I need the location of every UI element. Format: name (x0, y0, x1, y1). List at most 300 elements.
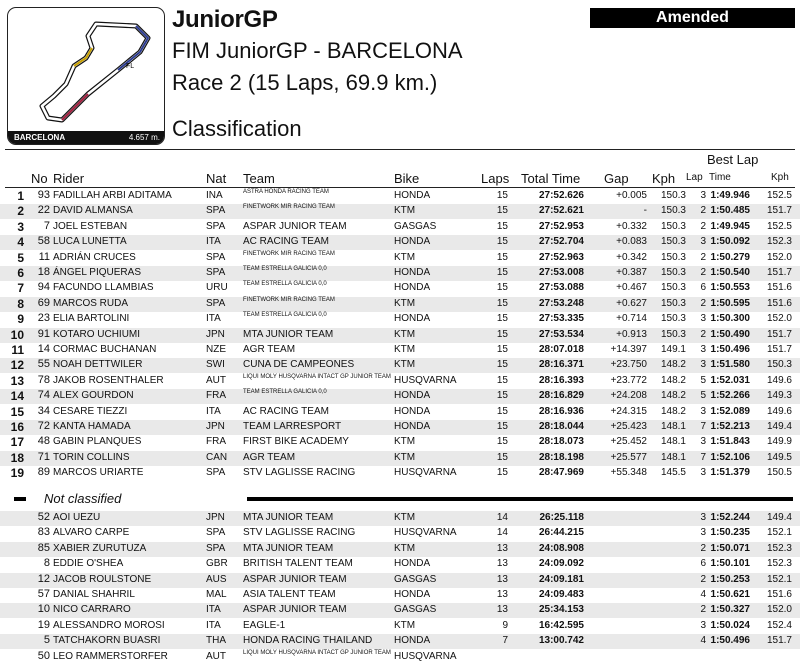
bike-cell: KTM (394, 205, 416, 217)
table-row (0, 220, 800, 235)
nationality-cell: AUS (206, 573, 227, 585)
best-lap-time-cell: 1:52.031 (710, 374, 750, 386)
laps-cell: 13 (496, 573, 508, 585)
document-title: Classification (172, 116, 302, 141)
best-lap-time-cell: 1:50.092 (710, 236, 750, 248)
laps-cell: 9 (502, 619, 508, 631)
table-row (0, 420, 800, 435)
team-cell: MTA JUNIOR TEAM (243, 328, 334, 340)
gap-cell: +0.387 (616, 267, 647, 278)
bike-cell: GASGAS (394, 604, 437, 616)
position-cell: 18 (10, 450, 24, 465)
nationality-cell: FRA (206, 390, 226, 402)
best-lap-number-cell: 2 (700, 297, 706, 309)
best-lap-time-cell: 1:50.235 (710, 527, 750, 539)
position-cell: 14 (10, 389, 24, 404)
rider-number-cell: 52 (37, 511, 50, 523)
rider-name-cell: FACUNDO LLAMBIAS (53, 282, 154, 294)
table-row (0, 526, 800, 541)
table-row (0, 281, 800, 296)
laps-cell: 13 (496, 604, 508, 616)
track-info-bar (8, 131, 164, 144)
laps-cell: 15 (496, 390, 508, 402)
table-row (0, 312, 800, 327)
best-lap-time-cell: 1:52.244 (710, 512, 750, 523)
bike-cell: HUSQVARNA (394, 650, 457, 662)
position-cell: 3 (17, 219, 24, 234)
nationality-cell: MAL (206, 589, 227, 600)
table-row (0, 328, 800, 343)
best-lap-time-cell: 1:50.540 (710, 267, 750, 278)
circuit-layout-icon (8, 8, 164, 144)
best-lap-speed-cell: 151.7 (766, 344, 792, 355)
status-badge: Amended (590, 8, 795, 28)
best-lap-number-cell: 4 (700, 589, 706, 600)
bike-cell: KTM (394, 436, 416, 448)
rider-name-cell: MARCOS RUDA (53, 297, 129, 309)
nationality-cell: ITA (206, 619, 221, 631)
rider-name-cell: CORMAC BUCHANAN (53, 344, 157, 355)
rider-name-cell: GABIN PLANQUES (53, 436, 142, 448)
rider-name-cell: TATCHAKORN BUASRI (53, 635, 161, 647)
laps-cell: 15 (496, 282, 508, 294)
team-cell: MTA JUNIOR TEAM (243, 512, 334, 523)
gap-cell: +0.627 (616, 297, 647, 309)
rider-name-cell: EDDIE O'SHEA (53, 558, 124, 570)
laps-cell: 13 (496, 589, 508, 600)
rider-number-cell: 85 (37, 541, 50, 554)
best-lap-speed-cell: 152.0 (766, 313, 792, 325)
total-time-cell: 28:16.393 (538, 374, 584, 386)
rider-number-cell: 50 (37, 649, 50, 662)
gap-cell: +0.005 (616, 190, 647, 201)
gap-cell: +25.452 (610, 436, 647, 448)
laps-cell: 15 (496, 344, 508, 355)
bike-cell: HONDA (394, 421, 431, 432)
rider-name-cell: DAVID ALMANSA (53, 205, 133, 217)
laps-cell: 15 (496, 313, 508, 325)
laps-cell: 15 (496, 467, 508, 479)
bike-cell: HUSQVARNA (394, 467, 457, 479)
best-lap-time-cell: 1:50.101 (710, 558, 750, 570)
bike-cell: KTM (394, 359, 416, 371)
team-cell: EAGLE-1 (243, 619, 286, 631)
rider-name-cell: ADRIÁN CRUCES (53, 251, 136, 263)
bike-cell: KTM (394, 251, 416, 263)
rider-number-cell: 34 (37, 404, 50, 417)
best-lap-speed-cell: 152.3 (766, 558, 792, 570)
bike-cell: KTM (394, 328, 416, 340)
position-cell: 17 (10, 435, 24, 450)
speed-cell: 150.3 (660, 205, 686, 217)
total-time-cell: 27:53.248 (538, 297, 584, 309)
finish-line-marker: FL (126, 63, 135, 70)
nationality-cell: SPA (206, 467, 226, 479)
speed-cell: 149.1 (660, 344, 686, 355)
rider-name-cell: CESARE TIEZZI (53, 405, 128, 417)
rider-number-cell: 19 (37, 618, 50, 631)
nationality-cell: ITA (206, 313, 221, 325)
bike-cell: HONDA (394, 282, 431, 294)
speed-cell: 150.3 (660, 190, 686, 201)
speed-cell: 150.3 (660, 236, 686, 248)
best-lap-time-cell: 1:51.379 (710, 467, 750, 479)
best-lap-speed-cell: 150.3 (766, 359, 792, 371)
col-header-team: Team (243, 171, 275, 186)
col-header-bike: Bike (394, 171, 420, 186)
rider-number-cell: 78 (37, 373, 50, 386)
laps-cell: 15 (496, 251, 508, 263)
total-time-cell: 28:47.969 (538, 467, 584, 479)
rider-number-cell: 48 (37, 435, 50, 448)
total-time-cell: 27:52.963 (538, 251, 584, 263)
position-cell: 2 (17, 204, 24, 219)
gap-cell: +0.342 (616, 251, 647, 263)
laps-cell: 15 (496, 205, 508, 217)
best-lap-number-cell: 5 (700, 374, 706, 386)
rider-number-cell: 71 (37, 450, 50, 463)
best-lap-speed-cell: 151.7 (766, 635, 792, 647)
total-time-cell: 24:09.483 (538, 589, 584, 600)
laps-cell: 7 (502, 635, 508, 647)
best-lap-time-cell: 1:52.213 (710, 421, 750, 432)
table-row (0, 251, 800, 266)
rider-number-cell: 5 (43, 634, 50, 647)
team-cell: ASPAR JUNIOR TEAM (243, 604, 347, 616)
rider-number-cell: 83 (37, 526, 50, 539)
table-row (0, 650, 800, 665)
rider-name-cell: ALVARO CARPE (53, 527, 130, 539)
nationality-cell: NZE (206, 344, 226, 355)
table-row (0, 466, 800, 481)
speed-cell: 150.3 (660, 267, 686, 278)
gap-cell: +14.397 (610, 344, 647, 355)
best-lap-speed-cell: 149.5 (766, 451, 792, 463)
best-lap-speed-cell: 151.7 (766, 267, 792, 278)
position-cell: 15 (10, 404, 24, 419)
best-lap-time-cell: 1:50.595 (710, 297, 750, 309)
table-row (0, 405, 800, 420)
column-header-divider (5, 187, 795, 188)
best-lap-speed-cell: 149.4 (766, 512, 792, 523)
rider-number-cell: 18 (37, 266, 50, 278)
best-lap-number-cell: 3 (700, 359, 706, 371)
nationality-cell: SPA (206, 251, 226, 263)
laps-cell: 14 (496, 527, 508, 539)
best-lap-speed-cell: 149.6 (766, 374, 792, 386)
gap-cell: +0.083 (616, 236, 647, 248)
best-lap-time-cell: 1:50.279 (710, 251, 750, 263)
best-lap-speed-cell: 152.1 (766, 573, 792, 585)
team-cell: TEAM ESTRELLA GALICIA 0,0 (243, 312, 327, 319)
col-header-kph: Kph (652, 171, 676, 186)
rider-number-cell: 94 (37, 281, 50, 294)
bike-cell: HONDA (394, 558, 431, 570)
nationality-cell: URU (206, 282, 228, 294)
best-lap-number-cell: 3 (700, 619, 706, 631)
rider-number-cell: 57 (37, 588, 50, 600)
bike-cell: KTM (394, 451, 416, 463)
best-lap-number-cell: 2 (700, 573, 706, 585)
team-cell: TEAM ESTRELLA GALICIA 0,0 (243, 389, 327, 396)
total-time-cell: 16:42.595 (538, 619, 584, 631)
team-cell: AC RACING TEAM (243, 405, 329, 417)
laps-cell: 15 (496, 374, 508, 386)
rider-number-cell: 7 (43, 219, 50, 232)
rider-name-cell: ÁNGEL PIQUERAS (53, 267, 141, 278)
laps-cell: 15 (496, 297, 508, 309)
best-lap-time-cell: 1:50.490 (710, 328, 750, 340)
col-header-gap: Gap (604, 171, 629, 186)
best-lap-number-cell: 3 (700, 236, 706, 248)
team-cell: BRITISH TALENT TEAM (243, 558, 353, 570)
best-lap-time-cell: 1:50.621 (710, 589, 750, 600)
gap-cell: +24.315 (610, 405, 647, 417)
nationality-cell: FRA (206, 436, 226, 448)
best-lap-speed-cell: 152.5 (766, 190, 792, 201)
total-time-cell: 28:18.198 (538, 451, 584, 463)
best-lap-number-cell: 5 (700, 390, 706, 402)
team-cell: LIQUI MOLY HUSQVARNA INTACT GP JUNIOR TEAM (243, 649, 391, 656)
bike-cell: HUSQVARNA (394, 527, 457, 539)
position-cell: 9 (17, 312, 24, 327)
rider-number-cell: 69 (37, 296, 50, 309)
team-cell: STV LAGLISSE RACING (243, 527, 356, 539)
nationality-cell: SPA (206, 205, 226, 217)
table-row (0, 204, 800, 219)
race-title: Race 2 (15 Laps, 69.9 km.) (172, 70, 438, 95)
bike-cell: KTM (394, 344, 416, 355)
gap-cell: +55.348 (610, 467, 647, 479)
best-lap-number-cell: 3 (700, 527, 706, 539)
nationality-cell: SPA (206, 220, 226, 232)
best-lap-number-cell: 6 (700, 558, 706, 570)
best-lap-time-cell: 1:50.024 (710, 619, 750, 631)
team-cell: TEAM ESTRELLA GALICIA 0,0 (243, 266, 327, 272)
best-lap-speed-cell: 152.4 (766, 619, 792, 631)
gap-cell: +24.208 (610, 390, 647, 402)
col-header-best-lap: Best Lap (707, 152, 759, 167)
table-row (0, 235, 800, 250)
nationality-cell: JPN (206, 512, 225, 523)
bike-cell: KTM (394, 542, 416, 554)
rider-number-cell: 10 (37, 603, 50, 616)
bike-cell: HONDA (394, 236, 431, 248)
total-time-cell: 28:18.044 (538, 421, 584, 432)
team-cell: FINETWORK MIR RACING TEAM (243, 250, 335, 257)
team-cell: HONDA RACING THAILAND (243, 635, 373, 647)
col-header-best-kph: Kph (771, 172, 789, 183)
gap-cell: +0.714 (616, 313, 647, 325)
team-cell: AGR TEAM (243, 344, 296, 355)
gap-cell: +23.750 (610, 359, 647, 371)
best-lap-speed-cell: 152.0 (766, 604, 792, 616)
position-cell: 13 (10, 373, 24, 388)
best-lap-number-cell: 3 (700, 467, 706, 479)
table-row (0, 573, 800, 588)
table-row (0, 297, 800, 312)
gap-cell: +0.467 (616, 282, 647, 294)
position-cell: 16 (10, 420, 24, 434)
table-row (0, 435, 800, 450)
bike-cell: HONDA (394, 589, 431, 600)
bike-cell: HONDA (394, 390, 431, 402)
best-lap-time-cell: 1:50.253 (710, 573, 750, 585)
total-time-cell: 27:53.534 (538, 328, 584, 340)
team-cell: ASTRA HONDA RACING TEAM (243, 189, 329, 195)
team-cell: CUNA DE CAMPEONES (243, 359, 355, 371)
best-lap-number-cell: 3 (700, 436, 706, 448)
speed-cell: 148.1 (660, 436, 686, 448)
table-row (0, 189, 800, 204)
track-map (7, 7, 165, 145)
rider-number-cell: 55 (37, 358, 50, 371)
speed-cell: 148.2 (660, 359, 686, 371)
team-cell: LIQUI MOLY HUSQVARNA INTACT GP JUNIOR TEAM (243, 373, 391, 380)
laps-cell: 15 (496, 451, 508, 463)
best-lap-speed-cell: 151.6 (766, 297, 792, 309)
col-header-no: No (31, 171, 48, 186)
laps-cell: 15 (496, 405, 508, 417)
speed-cell: 150.3 (660, 313, 686, 325)
rider-name-cell: JACOB ROULSTONE (53, 573, 152, 585)
speed-cell: 150.3 (660, 297, 686, 309)
laps-cell: 13 (496, 542, 508, 554)
gap-cell: +0.913 (616, 328, 647, 340)
position-cell: 1 (17, 189, 24, 203)
laps-cell: 15 (496, 267, 508, 278)
total-time-cell: 28:16.371 (538, 359, 584, 371)
speed-cell: 148.1 (660, 451, 686, 463)
speed-cell: 148.1 (660, 421, 686, 432)
table-row (0, 343, 800, 358)
nationality-cell: SPA (206, 267, 226, 278)
not-classified-divider (247, 497, 793, 501)
nationality-cell: THA (206, 635, 226, 647)
best-lap-number-cell: 3 (700, 512, 706, 523)
team-cell: ASPAR JUNIOR TEAM (243, 220, 347, 232)
rider-name-cell: ELIA BARTOLINI (53, 313, 130, 325)
position-cell: 19 (10, 466, 24, 481)
best-lap-number-cell: 2 (700, 251, 706, 263)
gap-cell: +0.332 (616, 220, 647, 232)
nationality-cell: SWI (206, 359, 225, 371)
rider-name-cell: TORIN COLLINS (53, 451, 130, 463)
gap-cell: +23.772 (610, 374, 647, 386)
rider-number-cell: 8 (43, 557, 50, 570)
best-lap-speed-cell: 151.6 (766, 282, 792, 294)
rider-number-cell: 12 (37, 572, 50, 585)
best-lap-speed-cell: 149.4 (766, 421, 792, 432)
table-row (0, 557, 800, 572)
laps-cell: 15 (496, 220, 508, 232)
team-cell: TEAM ESTRELLA GALICIA 0,0 (243, 281, 327, 288)
best-lap-speed-cell: 152.1 (766, 527, 792, 539)
best-lap-number-cell: 3 (700, 344, 706, 355)
nationality-cell: CAN (206, 451, 228, 463)
rider-name-cell: NICO CARRARO (53, 604, 131, 616)
bike-cell: GASGAS (394, 573, 437, 585)
laps-cell: 15 (496, 328, 508, 340)
rider-number-cell: 11 (38, 250, 50, 263)
rider-name-cell: JAKOB ROSENTHALER (53, 374, 164, 386)
total-time-cell: 28:16.936 (538, 405, 584, 417)
track-name: BARCELONA (14, 133, 66, 142)
table-row (0, 634, 800, 649)
col-header-nat: Nat (206, 171, 227, 186)
speed-cell: 148.2 (660, 390, 686, 402)
rider-name-cell: MARCOS URIARTE (53, 467, 144, 479)
total-time-cell: 27:52.621 (538, 205, 584, 217)
best-lap-time-cell: 1:51.843 (710, 436, 750, 448)
best-lap-time-cell: 1:49.946 (710, 190, 750, 201)
speed-cell: 148.2 (660, 405, 686, 417)
total-time-cell: 27:52.704 (538, 236, 584, 248)
position-cell: 5 (17, 250, 24, 265)
position-cell: 8 (17, 296, 24, 311)
best-lap-number-cell: 2 (700, 328, 706, 340)
total-time-cell: 26:44.215 (538, 527, 584, 539)
total-time-cell: 24:08.908 (538, 542, 584, 554)
not-classified-heading: Not classified (44, 491, 122, 506)
best-lap-time-cell: 1:52.106 (710, 451, 750, 463)
table-row (0, 603, 800, 618)
rider-number-cell: 58 (37, 235, 50, 248)
rider-number-cell: 72 (37, 420, 50, 432)
col-header-rider: Rider (53, 171, 85, 186)
team-cell: MTA JUNIOR TEAM (243, 542, 334, 554)
best-lap-speed-cell: 150.5 (766, 467, 792, 479)
rider-name-cell: XABIER ZURUTUZA (53, 542, 147, 554)
col-header-best-lap-no: Lap (686, 172, 703, 183)
team-cell: STV LAGLISSE RACING (243, 467, 356, 479)
best-lap-speed-cell: 149.6 (766, 405, 792, 417)
not-classified-marker (14, 497, 26, 501)
best-lap-time-cell: 1:50.553 (710, 282, 750, 294)
best-lap-time-cell: 1:50.496 (710, 344, 750, 355)
table-row (0, 389, 800, 404)
best-lap-number-cell: 2 (700, 604, 706, 616)
team-cell: TEAM LARRESPORT (243, 421, 342, 432)
nationality-cell: AUT (206, 650, 226, 662)
best-lap-number-cell: 2 (700, 205, 706, 217)
rider-name-cell: JOEL ESTEBAN (53, 220, 128, 232)
laps-cell: 15 (496, 421, 508, 432)
total-time-cell: 27:53.335 (538, 313, 584, 325)
rider-number-cell: 74 (37, 389, 50, 402)
header-divider (5, 149, 795, 150)
bike-cell: HUSQVARNA (394, 374, 457, 386)
rider-name-cell: ALEX GOURDON (53, 390, 134, 402)
bike-cell: HONDA (394, 405, 431, 417)
total-time-cell: 24:09.092 (538, 558, 584, 570)
track-length: 4.657 m. (128, 133, 160, 142)
table-row (0, 451, 800, 466)
table-row (0, 511, 800, 526)
position-cell: 11 (11, 343, 24, 357)
best-lap-time-cell: 1:50.485 (710, 205, 750, 217)
best-lap-time-cell: 1:50.327 (710, 604, 750, 616)
laps-cell: 13 (496, 558, 508, 570)
col-header-best-time: Time (709, 172, 731, 183)
nationality-cell: ITA (206, 236, 221, 248)
nationality-cell: SPA (206, 542, 226, 554)
best-lap-time-cell: 1:51.580 (710, 359, 750, 371)
nationality-cell: AUT (206, 374, 226, 386)
total-time-cell: 28:07.018 (538, 344, 584, 355)
best-lap-time-cell: 1:52.266 (710, 390, 750, 402)
rider-number-cell: 91 (37, 327, 50, 340)
